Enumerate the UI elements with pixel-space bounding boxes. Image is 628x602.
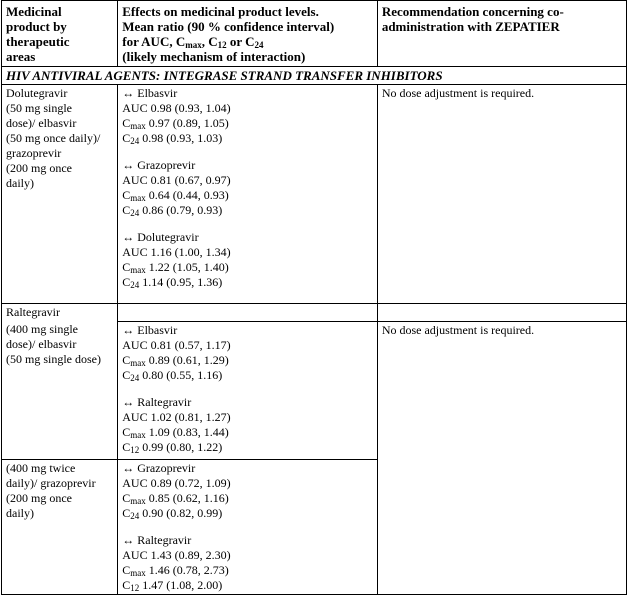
effect-cmax: $C_{max}$ 0.85 (0.62, 1.16)	[122, 490, 229, 506]
effect-cmax: $C_{max}$ 1.09 (0.83, 1.44)	[122, 424, 229, 440]
effect-drug-label: ↔ Elbasvir	[122, 322, 178, 337]
raltegravir-elbasvir-cell: (400 mg single dose)/ elbasvir (50 mg single dose)	[2, 321, 118, 459]
effect-cmax: $C_{max}$ 0.64 (0.44, 0.93)	[122, 188, 229, 203]
effect-auc: AUC 1.16 (1.00, 1.34)	[122, 245, 231, 259]
table-row-raltegravir-label	[2, 304, 627, 322]
effect-cmax: $C_{max}$ 0.97 (0.89, 1.05)	[122, 116, 229, 131]
dolutegravir-recommendation: No dose adjustment is required.	[377, 85, 626, 304]
raltegravir-name: Raltegravir	[2, 304, 118, 322]
header-medicinal-product: Medicinal product by therapeutic areas	[2, 1, 118, 67]
effect-ctrough: $C_{12}$ 1.47 (1.08, 2.00)	[122, 577, 223, 593]
effect-cmax: $C_{max}$ 0.89 (0.61, 1.29)	[122, 352, 229, 368]
effect-auc: AUC 0.98 (0.93, 1.04)	[122, 101, 231, 115]
effect-drug-label: ↔ Grazoprevir	[122, 158, 196, 172]
effect-ctrough: $C_{24}$ 0.86 (0.79, 0.93)	[122, 203, 223, 218]
interaction-table	[1, 0, 627, 595]
header-recommendation: Recommendation concerning co- administration with ZEPATIER	[377, 1, 626, 67]
raltegravir-grazoprevir-cell: (400 mg twice daily)/ grazoprevir (200 mg once daily)	[2, 459, 118, 594]
effect-drug-label: ↔ Grazoprevir	[122, 460, 196, 475]
raltegravir-elbasvir-effects	[118, 321, 378, 459]
effect-drug-label: ↔ Raltegravir	[122, 532, 192, 547]
effect-ctrough: $C_{24}$ 0.90 (0.82, 0.99)	[122, 505, 223, 521]
effect-drug-label: ↔ Elbasvir	[122, 86, 178, 100]
header-effects: Effects on medicinal product levels. Mean ratio (90 % confidence interval) for AUC, $C_{max}$, $C_{12}$ or $C_{24}$ (likely mechanism of interaction)	[118, 1, 378, 67]
effect-ctrough: $C_{24}$ 0.98 (0.93, 1.03)	[122, 131, 223, 146]
effect-cmax: $C_{max}$ 1.22 (1.05, 1.40)	[122, 260, 229, 275]
effect-auc: AUC 0.81 (0.67, 0.97)	[122, 173, 231, 187]
effect-drug-label: ↔ Dolutegravir	[122, 230, 199, 244]
effect-ctrough: $C_{12}$ 0.99 (0.80, 1.22)	[122, 439, 223, 455]
effect-drug-label: ↔ Raltegravir	[122, 394, 192, 409]
effect-ctrough: $C_{24}$ 1.14 (0.95, 1.36)	[122, 275, 223, 290]
table-row-dolutegravir	[2, 85, 627, 304]
effect-cmax: $C_{max}$ 1.46 (0.78, 2.73)	[122, 562, 229, 578]
header-row	[2, 1, 627, 67]
effect-auc: AUC 0.81 (0.57, 1.17)	[122, 337, 231, 352]
raltegravir-recommendation: No dose adjustment is required.	[377, 321, 626, 594]
table-row-raltegravir-a	[2, 321, 627, 459]
section-row	[2, 67, 627, 85]
effect-auc: AUC 1.02 (0.81, 1.27)	[122, 409, 231, 424]
dolutegravir-effects-cell	[118, 85, 378, 304]
dolutegravir-drug-cell: Dolutegravir (50 mg single dose)/ elbasvir (50 mg once daily)/ grazoprevir (200 mg once daily)	[2, 85, 118, 304]
effect-auc: AUC 1.43 (0.89, 2.30)	[122, 547, 231, 562]
section-title: HIV ANTIVIRAL AGENTS: INTEGRASE STRAND TRANSFER INHIBITORS	[2, 67, 627, 85]
effect-ctrough: $C_{24}$ 0.80 (0.55, 1.16)	[122, 367, 223, 383]
effect-auc: AUC 0.89 (0.72, 1.09)	[122, 475, 231, 490]
raltegravir-grazoprevir-effects	[118, 459, 378, 594]
